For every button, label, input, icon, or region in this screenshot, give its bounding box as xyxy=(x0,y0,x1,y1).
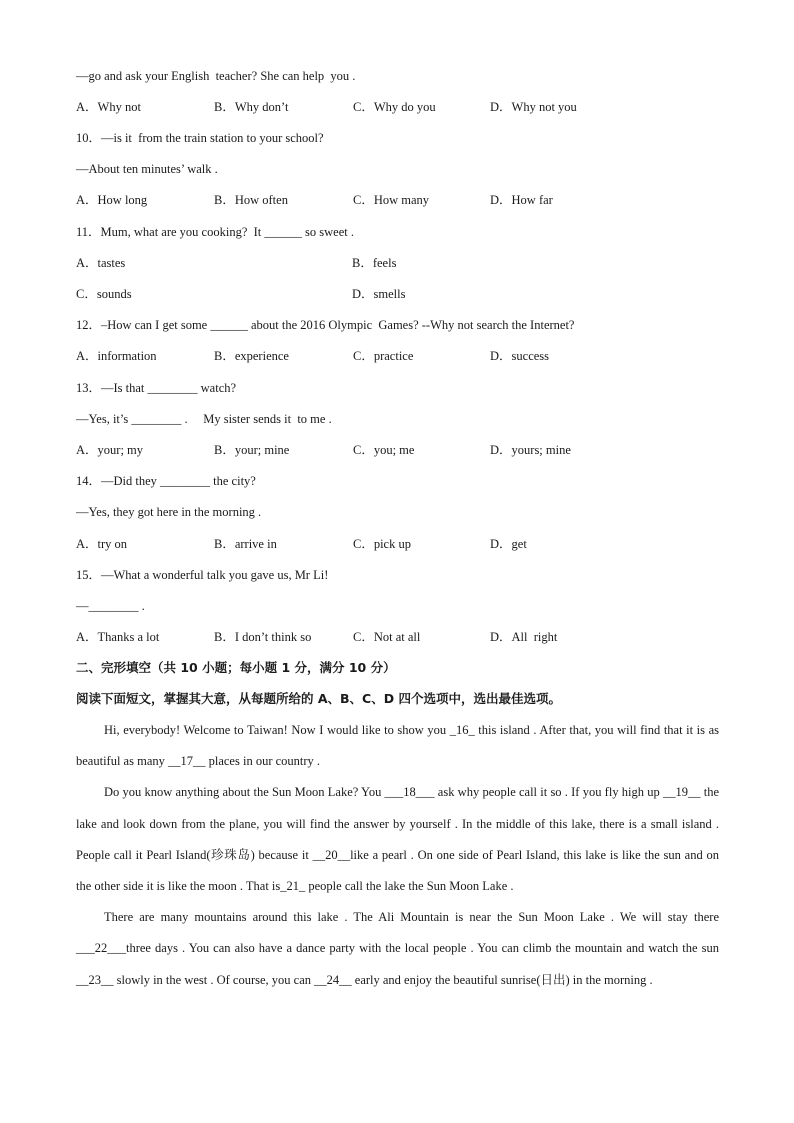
q10-option-a: A．How long xyxy=(76,193,148,207)
q14-option-d: D．get xyxy=(490,537,527,551)
q12-prompt: 12．–How can I get some ______ about the 2016 Olympic Games? --Why not search the Internet? xyxy=(76,318,575,332)
q12-option-d: D．success xyxy=(490,349,550,363)
q14-response: —Yes, they got here in the morning . xyxy=(76,505,262,519)
q13-response: —Yes, it’s ________ . My sister sends it to me . xyxy=(76,412,332,426)
q10-option-b: B．How often xyxy=(214,193,288,207)
q9-options xyxy=(76,99,720,115)
q15-option-b: B．I don’t think so xyxy=(214,630,312,644)
q11-option-b: B．feels xyxy=(352,256,397,270)
q10-response: —About ten minutes’ walk . xyxy=(76,162,218,176)
q13-option-a: A．your; my xyxy=(76,443,144,457)
q12-option-a: A．information xyxy=(76,349,157,363)
q15-option-c: C．Not at all xyxy=(353,630,421,644)
q12-option-c: C．practice xyxy=(353,349,414,363)
section-2-title: 二、完形填空（共 10 小题；每小题 1 分，满分 10 分） xyxy=(76,660,396,675)
q10-prompt: 10．—is it from the train station to your school? xyxy=(76,131,324,145)
q10-option-c: C．How many xyxy=(353,193,430,207)
q13-option-b: B．your; mine xyxy=(214,443,290,457)
q12-options xyxy=(76,348,720,364)
q15-prompt: 15．—What a wonderful talk you gave us, Mr Li! xyxy=(76,568,329,582)
q13-options xyxy=(76,442,720,458)
q12-option-b: B．experience xyxy=(214,349,289,363)
q13-option-c: C．you; me xyxy=(353,443,415,457)
passage-paragraph-2: Do you know anything about the Sun Moon Lake? You ___18___ ask why people call it so . If you fly high up __19__ the lake and look down from the plane, you will find the answer by yourself . In the middle of this lake, there is a small island . People call it Pearl Island(珍珠岛) because it __20__like a pearl . On one side of Pearl Island, this lake is like the sun and on the other side it is like the moon . That is_21_ people call the lake the Sun Moon Lake . xyxy=(76,785,719,894)
passage-paragraph-1: Hi, everybody! Welcome to Taiwan! Now I would like to show you _16_ this island . After that, you will find that it is as beautiful as many __17__ places in our country . xyxy=(76,723,719,769)
q11-option-c: C．sounds xyxy=(76,287,132,301)
q11-option-a: A．tastes xyxy=(76,256,126,270)
q10-option-d: D．How far xyxy=(490,193,553,207)
q15-option-a: A．Thanks a lot xyxy=(76,630,160,644)
q13-option-d: D．yours; mine xyxy=(490,443,571,457)
q15-response: —________ . xyxy=(76,599,145,613)
q11-options-row2 xyxy=(76,286,720,302)
cloze-passage xyxy=(76,715,719,996)
q14-prompt: 14．—Did they ________ the city? xyxy=(76,474,256,488)
q13-prompt: 13．—Is that ________ watch? xyxy=(76,381,237,395)
q15-option-d: D．All right xyxy=(490,630,558,644)
q11-option-d: D．smells xyxy=(352,287,406,301)
q15-options xyxy=(76,629,720,645)
q11-prompt: 11．Mum, what are you cooking? It ______ so sweet . xyxy=(76,225,354,239)
q11-options-row1 xyxy=(76,255,720,271)
q9-option-b: B．Why don’t xyxy=(214,100,289,114)
q14-option-b: B．arrive in xyxy=(214,537,277,551)
q14-option-c: C．pick up xyxy=(353,537,411,551)
passage-paragraph-3: There are many mountains around this lake . The Ali Mountain is near the Sun Moon Lake . We will stay there ___22___three days . You can also have a dance party with the local people . You can climb the mountain and watch the sun __23__ slowly in the west . Of course, you can __24__ early and enjoy the beautiful sunrise(日出) in the morning . xyxy=(76,910,719,987)
q9-option-d: D．Why not you xyxy=(490,100,577,114)
q14-options xyxy=(76,536,720,552)
q9-prompt: —go and ask your English teacher? She can help you . xyxy=(76,69,356,83)
section-2-instruction: 阅读下面短文，掌握其大意，从每题所给的 A、B、C、D 四个选项中，选出最佳选项。 xyxy=(76,691,561,706)
q14-option-a: A．try on xyxy=(76,537,128,551)
q9-option-a: A．Why not xyxy=(76,100,141,114)
q9-option-c: C．Why do you xyxy=(353,100,436,114)
q10-options xyxy=(76,192,720,208)
